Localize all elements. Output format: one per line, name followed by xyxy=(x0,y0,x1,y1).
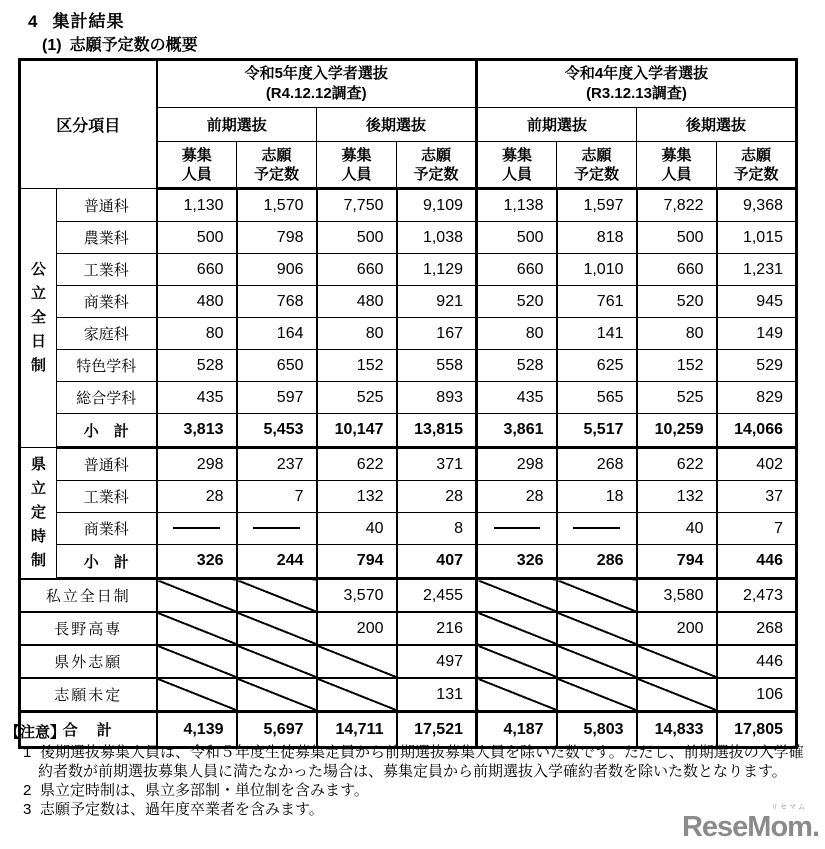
value-cell: 37 xyxy=(717,481,797,513)
value-cell: 14,833 xyxy=(637,712,717,748)
value-cell: 660 xyxy=(477,254,557,286)
col-applicants: 志願 予定数 xyxy=(557,142,637,189)
value-cell: 7,822 xyxy=(637,189,717,222)
value-cell: 167 xyxy=(397,318,477,350)
diagonal-cell xyxy=(637,645,717,678)
note-item-2 xyxy=(5,781,805,800)
dash-line xyxy=(573,527,620,529)
col-recruit: 募集 人員 xyxy=(157,142,237,189)
value-cell: 794 xyxy=(317,545,397,579)
year-r5-title: 令和5年度入学者選抜 xyxy=(244,65,388,82)
diagonal-cell xyxy=(237,612,317,645)
value-cell: 152 xyxy=(637,350,717,382)
value-cell: 298 xyxy=(157,448,237,481)
table-row xyxy=(20,222,797,254)
table-row xyxy=(20,350,797,382)
page-title xyxy=(28,7,124,32)
year-r4-title: 令和4年度入学者選抜 xyxy=(564,65,709,82)
value-cell: 480 xyxy=(157,286,237,318)
value-cell: 14,066 xyxy=(717,414,797,448)
dash-line xyxy=(253,527,300,529)
value-cell: 529 xyxy=(717,350,797,382)
col-applicants: 志願 予定数 xyxy=(237,142,317,189)
table-row xyxy=(20,318,797,350)
value-cell: 558 xyxy=(397,350,477,382)
value-cell: 435 xyxy=(477,382,557,414)
dash-cell xyxy=(557,513,637,545)
value-cell: 446 xyxy=(717,545,797,579)
value-cell: 286 xyxy=(557,545,637,579)
value-cell: 446 xyxy=(717,645,797,678)
note-text: 後期選抜募集人員は、令和５年度生徒募集定員から前期選抜募集人員を除いた数です。ただし、前期選抜の入学確約者数が前期選抜募集人員に満たなかった場合は、募集定員から前期選抜入学確約者数を除いた数となります。 xyxy=(38,744,804,780)
value-cell: 7 xyxy=(237,481,317,513)
table-row xyxy=(20,189,797,222)
value-cell: 8 xyxy=(397,513,477,545)
col-recruit: 募集 人員 xyxy=(477,142,557,189)
diagonal-cell xyxy=(237,645,317,678)
year-group-r4 xyxy=(477,60,797,108)
value-cell: 4,187 xyxy=(477,712,557,748)
value-cell: 1,597 xyxy=(557,189,637,222)
page-subtitle xyxy=(42,32,198,55)
table-row xyxy=(20,414,797,448)
value-cell: 106 xyxy=(717,678,797,712)
value-cell: 10,259 xyxy=(637,414,717,448)
value-cell: 326 xyxy=(157,545,237,579)
year-group-r5 xyxy=(157,60,477,108)
value-cell: 237 xyxy=(237,448,317,481)
value-cell: 200 xyxy=(317,612,397,645)
diagonal-cell xyxy=(637,678,717,712)
table-row xyxy=(20,254,797,286)
table-body xyxy=(20,189,797,748)
value-cell: 9,368 xyxy=(717,189,797,222)
notes-header: 【注意】 xyxy=(5,724,66,741)
page-subtitle-number: (1) xyxy=(42,37,62,54)
resemom-logo xyxy=(682,804,819,842)
value-cell: 597 xyxy=(237,382,317,414)
row-label: 特色学科 xyxy=(57,350,157,382)
value-cell: 906 xyxy=(237,254,317,286)
table-row xyxy=(20,678,797,712)
resemom-logo-ruby: リセマム xyxy=(771,804,807,811)
value-cell: 650 xyxy=(237,350,317,382)
note-text: 志願予定数は、過年度卒業者を含みます。 xyxy=(40,801,324,818)
value-cell: 1,231 xyxy=(717,254,797,286)
diagonal-cell xyxy=(157,645,237,678)
value-cell: 268 xyxy=(717,612,797,645)
dash-cell xyxy=(477,513,557,545)
value-cell: 13,815 xyxy=(397,414,477,448)
row-label: 普通科 xyxy=(57,189,157,222)
diagonal-cell xyxy=(477,579,557,613)
value-cell: 17,521 xyxy=(397,712,477,748)
phase-r5-early: 前期選抜 xyxy=(157,108,317,142)
diagonal-cell xyxy=(237,579,317,613)
value-cell: 520 xyxy=(477,286,557,318)
page-title-number: 4 xyxy=(28,12,39,31)
table-row xyxy=(20,382,797,414)
row-label: 普通科 xyxy=(57,448,157,481)
dash-line xyxy=(494,527,541,529)
value-cell: 28 xyxy=(477,481,557,513)
summary-table xyxy=(18,58,798,749)
col-applicants: 志願 予定数 xyxy=(717,142,797,189)
section-label: 公 立 全 日 制 xyxy=(20,189,57,448)
table-row xyxy=(20,645,797,678)
value-cell: 1,138 xyxy=(477,189,557,222)
phase-r5-late: 後期選抜 xyxy=(317,108,477,142)
value-cell: 3,580 xyxy=(637,579,717,613)
table-row xyxy=(20,579,797,613)
value-cell: 268 xyxy=(557,448,637,481)
value-cell: 10,147 xyxy=(317,414,397,448)
row-label: 工業科 xyxy=(57,254,157,286)
value-cell: 480 xyxy=(317,286,397,318)
diagonal-cell xyxy=(157,579,237,613)
row-label: 小 計 xyxy=(57,545,157,579)
value-cell: 761 xyxy=(557,286,637,318)
value-cell: 3,813 xyxy=(157,414,237,448)
value-cell: 622 xyxy=(317,448,397,481)
value-cell: 5,803 xyxy=(557,712,637,748)
value-cell: 1,570 xyxy=(237,189,317,222)
value-cell: 528 xyxy=(477,350,557,382)
value-cell: 216 xyxy=(397,612,477,645)
page-title-text: 集計結果 xyxy=(52,12,125,31)
value-cell: 28 xyxy=(157,481,237,513)
value-cell: 4,139 xyxy=(157,712,237,748)
value-cell: 500 xyxy=(637,222,717,254)
value-cell: 5,517 xyxy=(557,414,637,448)
dash-cell xyxy=(237,513,317,545)
value-cell: 244 xyxy=(237,545,317,579)
dash-cell xyxy=(157,513,237,545)
year-r5-survey: (R4.12.12調査) xyxy=(265,85,367,102)
value-cell: 500 xyxy=(477,222,557,254)
table-row xyxy=(20,481,797,513)
value-cell: 7 xyxy=(717,513,797,545)
value-cell: 1,129 xyxy=(397,254,477,286)
value-cell: 528 xyxy=(157,350,237,382)
diagonal-cell xyxy=(157,678,237,712)
table-row xyxy=(20,286,797,318)
value-cell: 893 xyxy=(397,382,477,414)
row-label: 長野高専 xyxy=(20,612,157,645)
value-cell: 2,473 xyxy=(717,579,797,613)
value-cell: 660 xyxy=(317,254,397,286)
note-number: 2 xyxy=(23,782,32,799)
value-cell: 660 xyxy=(637,254,717,286)
value-cell: 80 xyxy=(157,318,237,350)
row-label: 合 計 xyxy=(20,712,157,748)
row-label: 小 計 xyxy=(57,414,157,448)
col-recruit: 募集 人員 xyxy=(317,142,397,189)
row-label: 総合学科 xyxy=(57,382,157,414)
value-cell: 152 xyxy=(317,350,397,382)
value-cell: 798 xyxy=(237,222,317,254)
value-cell: 40 xyxy=(317,513,397,545)
value-cell: 794 xyxy=(637,545,717,579)
diagonal-cell xyxy=(317,678,397,712)
value-cell: 149 xyxy=(717,318,797,350)
value-cell: 141 xyxy=(557,318,637,350)
note-number: 1 xyxy=(23,744,32,761)
value-cell: 132 xyxy=(317,481,397,513)
value-cell: 622 xyxy=(637,448,717,481)
row-label: 商業科 xyxy=(57,513,157,545)
note-number: 3 xyxy=(23,801,32,818)
phase-r4-late: 後期選抜 xyxy=(637,108,797,142)
diagonal-cell xyxy=(557,612,637,645)
diagonal-cell xyxy=(557,678,637,712)
value-cell: 921 xyxy=(397,286,477,318)
col-applicants: 志願 予定数 xyxy=(397,142,477,189)
header-year-row xyxy=(20,60,797,108)
value-cell: 14,711 xyxy=(317,712,397,748)
note-item-1 xyxy=(5,743,805,781)
row-label: 工業科 xyxy=(57,481,157,513)
year-r4-survey: (R3.12.13調査) xyxy=(586,85,687,102)
value-cell: 565 xyxy=(557,382,637,414)
value-cell: 5,453 xyxy=(237,414,317,448)
value-cell: 500 xyxy=(157,222,237,254)
value-cell: 497 xyxy=(397,645,477,678)
value-cell: 131 xyxy=(397,678,477,712)
table-row xyxy=(20,612,797,645)
value-cell: 17,805 xyxy=(717,712,797,748)
row-label: 家庭科 xyxy=(57,318,157,350)
value-cell: 818 xyxy=(557,222,637,254)
value-cell: 402 xyxy=(717,448,797,481)
diagonal-cell xyxy=(477,678,557,712)
col-recruit: 募集 人員 xyxy=(637,142,717,189)
page-subtitle-text: 志願予定数の概要 xyxy=(69,37,198,54)
section-label: 県 立 定 時 制 xyxy=(20,448,57,579)
value-cell: 371 xyxy=(397,448,477,481)
value-cell: 18 xyxy=(557,481,637,513)
value-cell: 3,861 xyxy=(477,414,557,448)
value-cell: 28 xyxy=(397,481,477,513)
row-label: 志願未定 xyxy=(20,678,157,712)
diagonal-cell xyxy=(557,579,637,613)
value-cell: 80 xyxy=(317,318,397,350)
value-cell: 1,010 xyxy=(557,254,637,286)
diagonal-cell xyxy=(317,645,397,678)
row-label: 商業科 xyxy=(57,286,157,318)
table-row xyxy=(20,513,797,545)
value-cell: 407 xyxy=(397,545,477,579)
value-cell: 2,455 xyxy=(397,579,477,613)
value-cell: 298 xyxy=(477,448,557,481)
value-cell: 768 xyxy=(237,286,317,318)
diagonal-cell xyxy=(557,645,637,678)
value-cell: 525 xyxy=(317,382,397,414)
value-cell: 945 xyxy=(717,286,797,318)
row-label: 県外志願 xyxy=(20,645,157,678)
note-text: 県立定時制は、県立多部制・単位制を含みます。 xyxy=(40,782,369,799)
value-cell: 829 xyxy=(717,382,797,414)
value-cell: 3,570 xyxy=(317,579,397,613)
diagonal-cell xyxy=(477,612,557,645)
table-row xyxy=(20,545,797,579)
phase-r4-early: 前期選抜 xyxy=(477,108,637,142)
resemom-logo-text: ReseMom. xyxy=(681,811,819,843)
value-cell: 5,697 xyxy=(237,712,317,748)
value-cell: 164 xyxy=(237,318,317,350)
value-cell: 80 xyxy=(637,318,717,350)
value-cell: 1,015 xyxy=(717,222,797,254)
table-row xyxy=(20,448,797,481)
value-cell: 40 xyxy=(637,513,717,545)
diagonal-cell xyxy=(477,645,557,678)
corner-cell: 区分項目 xyxy=(20,60,157,189)
value-cell: 132 xyxy=(637,481,717,513)
value-cell: 500 xyxy=(317,222,397,254)
value-cell: 625 xyxy=(557,350,637,382)
value-cell: 200 xyxy=(637,612,717,645)
value-cell: 1,038 xyxy=(397,222,477,254)
dash-line xyxy=(173,527,220,529)
value-cell: 525 xyxy=(637,382,717,414)
value-cell: 435 xyxy=(157,382,237,414)
diagonal-cell xyxy=(157,612,237,645)
value-cell: 1,130 xyxy=(157,189,237,222)
row-label: 私立全日制 xyxy=(20,579,157,613)
value-cell: 660 xyxy=(157,254,237,286)
value-cell: 9,109 xyxy=(397,189,477,222)
row-label: 農業科 xyxy=(57,222,157,254)
value-cell: 520 xyxy=(637,286,717,318)
diagonal-cell xyxy=(237,678,317,712)
value-cell: 7,750 xyxy=(317,189,397,222)
value-cell: 80 xyxy=(477,318,557,350)
value-cell: 326 xyxy=(477,545,557,579)
